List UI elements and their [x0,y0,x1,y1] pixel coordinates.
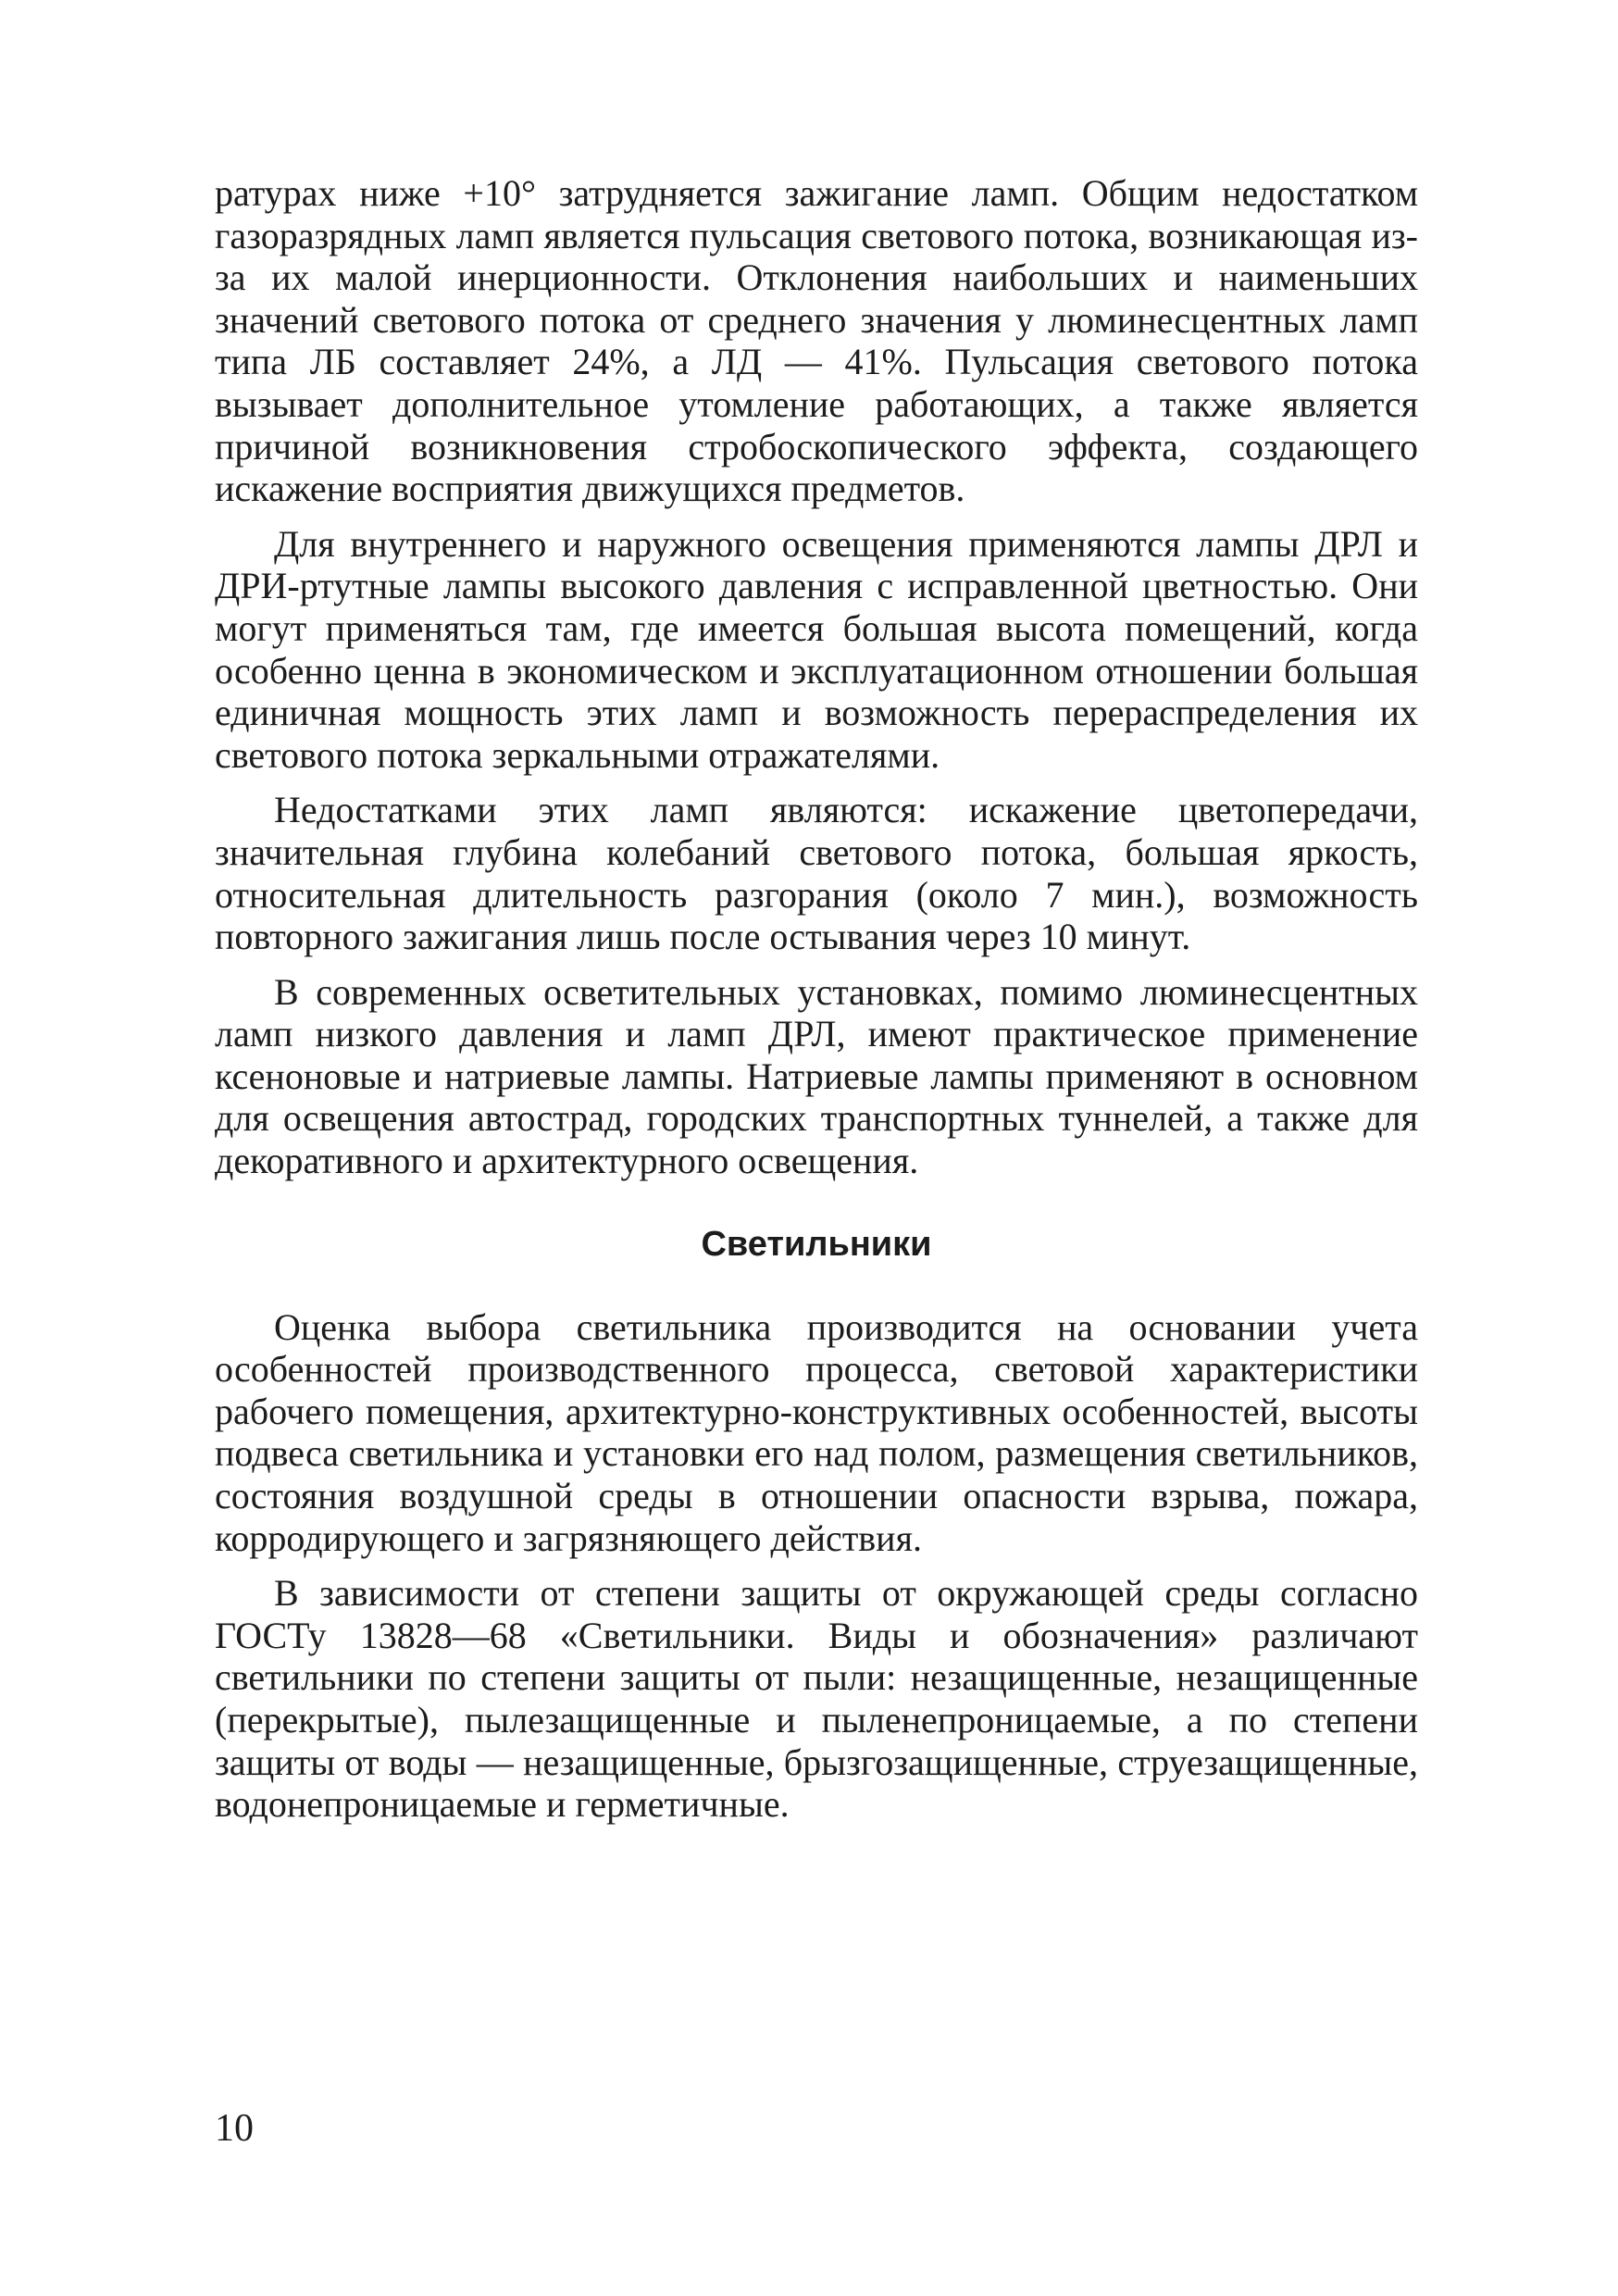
page-number: 10 [215,2107,254,2150]
paragraph-drl-drawbacks: Недостатками этих ламп являются: искажение цветопередачи, значительная глубина колебаний светового потока, большая яркость, относительная длительность разгорания (около 7 мин.), возможность повторного зажигания лишь после остывания через 10 минут. [215,789,1418,958]
paragraph-protection-classes: В зависимости от степени защиты от окружающей среды согласно ГОСТу 13828—68 «Светильники. Виды и обозначения» различают светильники по степени защиты от пыли: незащищенные, незащищенные (перекрытые), пылезащищенные и пыленепроницаемые, а по степени защиты от воды — незащищенные, брызгозащищенные, струезащищенные, водонепроницаемые и герметичные. [215,1572,1418,1826]
paragraph-lamp-pulsation: ратурах ниже +10° затрудняется зажигание ламп. Общим недостатком газоразрядных ламп является пульсация светового потока, возникающая из-за их малой инерционности. Отклонения наибольших и наименьших значений светового потока от среднего значения у люминесцентных ламп типа ЛБ составляет 24%, а ЛД — 41%. Пульсация светового потока вызывает дополнительное утомление работающих, а также является причиной возникновения стробоскопического эффекта, создающего искажение восприятия движущихся предметов. [215,172,1418,510]
paragraph-modern-installations: В современных осветительных установках, помимо люминесцентных ламп низкого давления и ламп ДРЛ, имеют практическое применение ксеноновые и натриевые лампы. Натриевые лампы применяют в основном для освещения автострад, городских транспортных туннелей, а также для декоративного и архитектурного освещения. [215,970,1418,1182]
paragraph-luminaire-selection: Оценка выбора светильника производится на основании учета особенностей производственного процесса, световой характеристики рабочего помещения, архитектурно-конструктивных особенностей, высоты подвеса светильника и установки его над полом, размещения светильников, состояния воздушной среды в отношении опасности взрыва, пожара, корродирующего и загрязняющего действия. [215,1305,1418,1559]
page-body [215,172,1418,1826]
section-title: Светильники [701,1224,932,1264]
paragraph-drl-lamps: Для внутреннего и наружного освещения применяются лампы ДРЛ и ДРИ-ртутные лампы высокого давления с исправленной цветностью. Они могут применяться там, где имеется большая высота помещений, когда особенно ценна в экономическом и эксплуатационном отношении большая единичная мощность этих ламп и возможность перераспределения их светового потока зеркальными отражателями. [215,522,1418,776]
